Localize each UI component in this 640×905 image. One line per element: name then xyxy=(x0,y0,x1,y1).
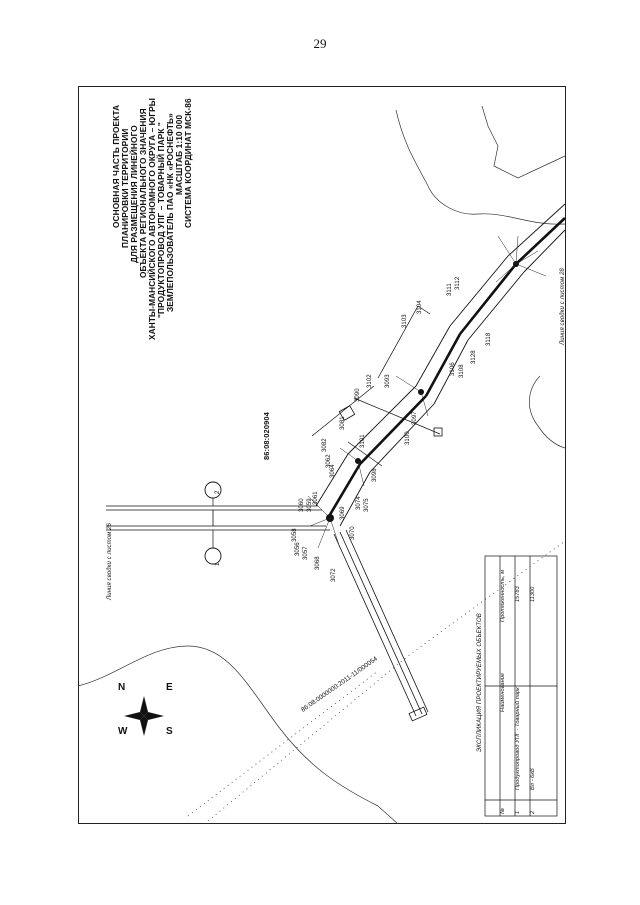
branch-corridor xyxy=(334,530,428,721)
compass-north: N xyxy=(118,682,126,693)
legend-header-name: Наименование xyxy=(500,672,506,712)
title-line: ОБЪЕКТА РЕГИОНАЛЬНОГО ЗНАЧЕНИЯ xyxy=(138,108,148,278)
compass-west: W xyxy=(118,726,128,737)
point-label: 3059 xyxy=(307,498,313,512)
point-label: 3082 xyxy=(322,438,328,452)
point-label: 3081 xyxy=(340,416,346,430)
point-label: 3090 xyxy=(355,388,361,402)
point-label: 3060 xyxy=(299,498,305,512)
legend-row-name: Вл - 6кВ xyxy=(530,768,536,790)
point-label: 3097 xyxy=(412,411,418,425)
compass-east: E xyxy=(166,682,173,693)
point-label: 3100 xyxy=(405,431,411,445)
point-label: 3106 xyxy=(450,362,456,376)
compass-rose xyxy=(124,696,164,736)
match-line-right-label: Линия сводки с листом 28 xyxy=(560,268,566,345)
title-line: МАСШТАБ 1:10 000 xyxy=(174,114,184,195)
point-label: 3128 xyxy=(471,350,477,364)
terrain-contour xyxy=(396,110,565,224)
marker-2-label xyxy=(215,491,221,494)
title-line: ПЛАНИРОВКИ ТЕРРИТОРИИ xyxy=(120,128,130,248)
title-line: ОСНОВНАЯ ЧАСТЬ ПРОЕКТА xyxy=(111,104,121,228)
main-pipeline-corridor xyxy=(312,204,565,526)
match-line-top-label: Линия сводки с листом 26 xyxy=(107,523,113,600)
title-line: СИСТЕМА КООРДИНАТ МСК-86 xyxy=(183,98,193,228)
point-label: 3098 xyxy=(372,468,378,482)
point-label: 3069 xyxy=(340,506,346,520)
title-line: ЗЕМЛЕПОЛЬЗОВАТЕЛЬ ПАО «НК «РОСНЕФТЬ» xyxy=(165,113,175,312)
legend-row-num: 1 xyxy=(515,810,521,814)
point-label: 3070 xyxy=(350,526,356,540)
point-label: 3074 xyxy=(356,496,362,510)
cadastral-parcel-label: 86:08:0000000:2011-11/000054 xyxy=(300,655,380,714)
marker-1-label xyxy=(215,563,221,566)
legend-title: ЭКСПЛИКАЦИЯ ПРОЕКТИРУЕМЫХ ОБЪЕКТОВ xyxy=(477,613,483,752)
dotted-boundary xyxy=(188,671,378,816)
compass-south: S xyxy=(166,726,173,737)
legend-row-num: 2 xyxy=(530,810,536,814)
point-label: 3108 xyxy=(459,364,465,378)
vertical-corridor xyxy=(106,506,330,530)
point-label: 3112 xyxy=(455,276,461,290)
legend-row-length: 15783 xyxy=(515,586,521,602)
legend-row-length: 11300 xyxy=(530,586,536,602)
point-label: 3068 xyxy=(315,556,321,570)
title-line: "ПРОДУКТОПРОВОД УПГ – ТОВАРНЫЙ ПАРК " xyxy=(156,122,166,318)
point-label: 3072 xyxy=(331,568,337,582)
point-label: 3118 xyxy=(486,332,492,346)
point-label: 3057 xyxy=(303,546,309,560)
legend-table xyxy=(485,556,557,816)
point-label: 3103 xyxy=(402,314,408,328)
structure-line xyxy=(354,398,440,434)
point-label: 3101 xyxy=(360,434,366,448)
marker-2 xyxy=(205,482,221,506)
legend-row-name: Продуктопровод УПГ - Товарный парк xyxy=(515,687,521,790)
terrain-contour xyxy=(529,376,565,448)
point-label: 3102 xyxy=(367,374,373,388)
page-number: 29 xyxy=(313,36,327,51)
title-line: ДЛЯ РАЗМЕЩЕНИЯ ЛИНЕЙНОГО xyxy=(129,125,139,263)
marker-number: 1 xyxy=(215,562,221,566)
point-label: 3104 xyxy=(417,300,423,314)
title-line: ХАНТЫ-МАНСИЙСКОГО АВТОНОМНОГО ОКРУГА – ЮГРЫ xyxy=(147,98,157,340)
marker-number: 2 xyxy=(215,490,221,494)
terrain-contour xyxy=(482,106,565,178)
point-label: 3111 xyxy=(447,283,453,296)
point-label: 3075 xyxy=(364,498,370,512)
point-label: 3064 xyxy=(330,464,336,478)
point-label: 3061 xyxy=(313,491,319,505)
point-label: 3056 xyxy=(295,542,301,556)
point-label: 3093 xyxy=(385,374,391,388)
legend-header-length: Протяженность, м xyxy=(500,569,506,622)
legend-header-num: № xyxy=(500,807,506,814)
cadastral-block-label: 86:08:020904 xyxy=(262,412,271,460)
dotted-boundary xyxy=(208,541,565,821)
point-label: 3062 xyxy=(326,454,332,468)
marker-1 xyxy=(205,530,221,564)
point-label: 3058 xyxy=(292,528,298,542)
